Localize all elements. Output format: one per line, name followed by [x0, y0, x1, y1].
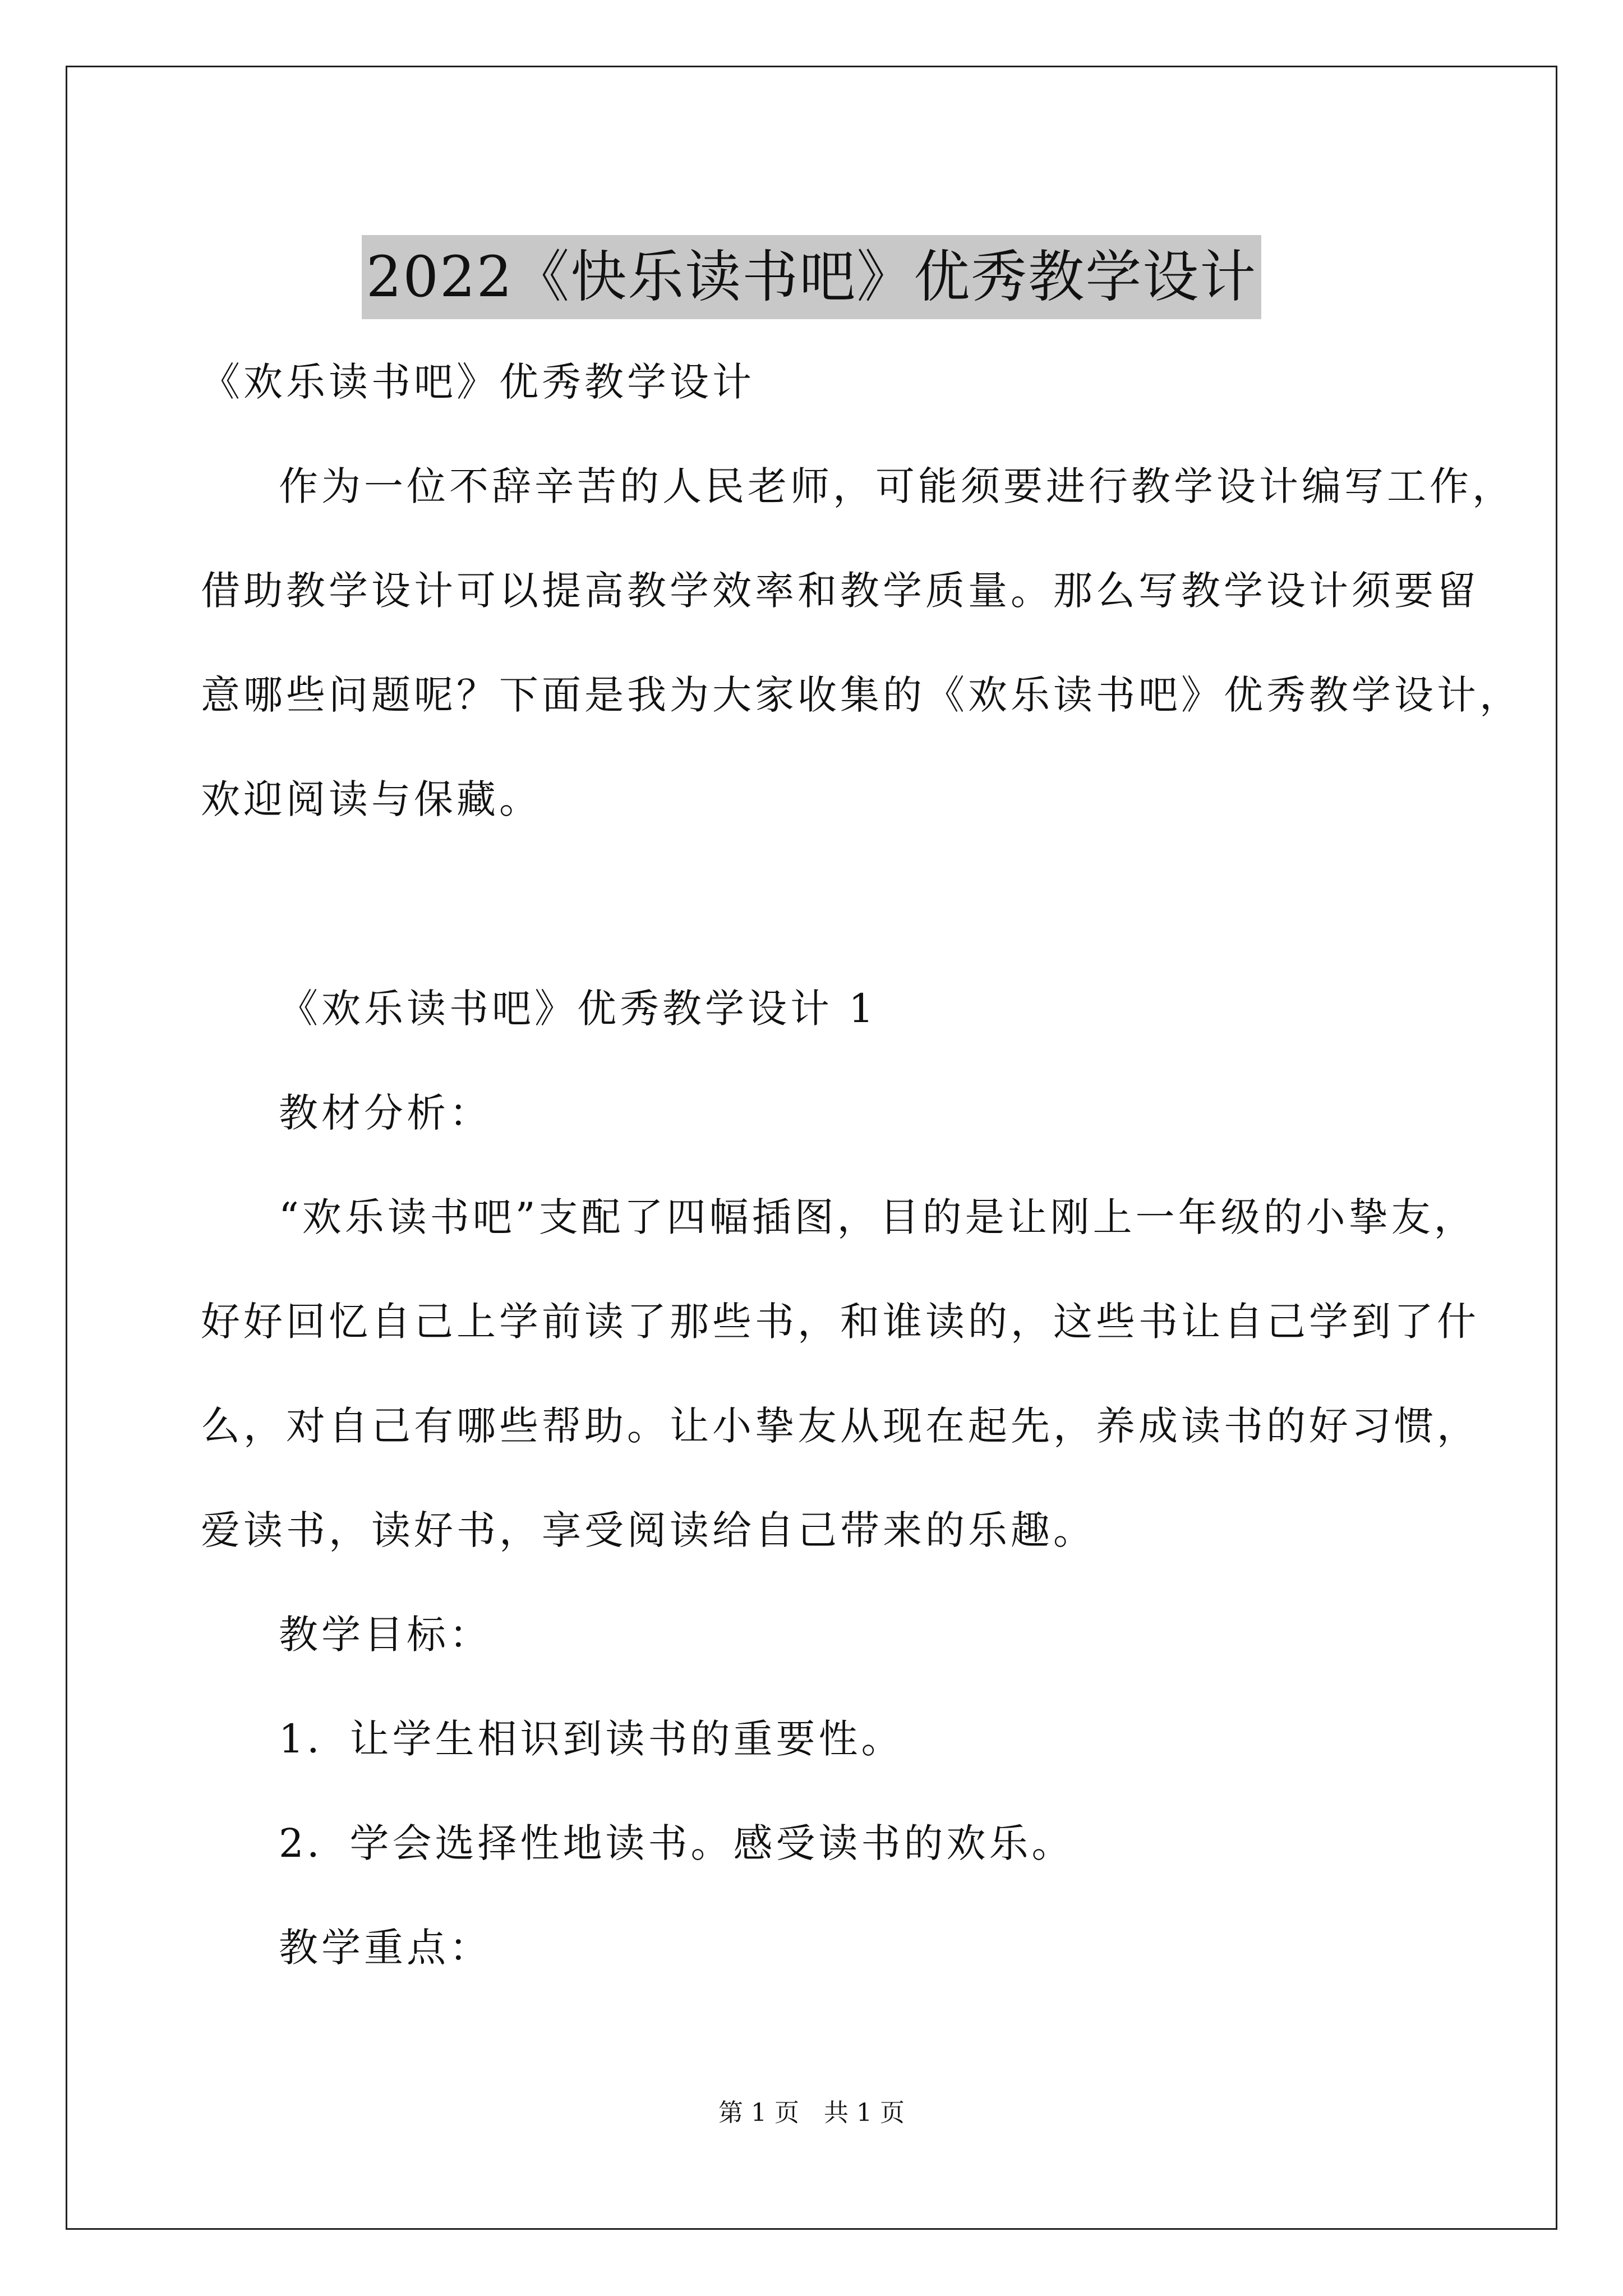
page-total: 共 1 页 — [824, 2099, 905, 2127]
document-title: 2022《快乐读书吧》优秀教学设计 — [362, 235, 1262, 319]
section-subheading: 教学目标： — [279, 1612, 492, 1658]
paragraph-line: “欢乐读书吧”支配了四幅插图，目的是让刚上一年级的小挚友， — [279, 1194, 1477, 1240]
paragraph-line: 爱读书，读好书，享受阅读给自己带来的乐趣。 — [201, 1507, 1096, 1553]
paragraph-line: 么，对自己有哪些帮助。让小挚友从现在起先，养成读书的好习惯， — [201, 1403, 1479, 1449]
paragraph-line: 欢迎阅读与保藏。 — [201, 776, 542, 822]
list-item: 2．学会选择性地读书。感受读书的欢乐。 — [279, 1820, 1075, 1866]
section-heading: 《欢乐读书吧》优秀教学设计 1 — [279, 986, 877, 1032]
page-footer — [0, 2096, 1623, 2130]
section-subheading: 教学重点： — [279, 1925, 492, 1971]
paragraph-line: 好好回忆自己上学前读了那些书，和谁读的，这些书让自己学到了什 — [201, 1299, 1479, 1345]
page-number: 第 1 页 — [718, 2099, 799, 2127]
section-subheading: 教材分析： — [279, 1090, 492, 1136]
list-item: 1．让学生相识到读书的重要性。 — [279, 1716, 904, 1762]
paragraph-line: 意哪些问题呢？下面是我为大家收集的《欢乐读书吧》优秀教学设计， — [201, 672, 1522, 718]
subtitle-line: 《欢乐读书吧》优秀教学设计 — [201, 359, 755, 405]
paragraph-line: 借助教学设计可以提高教学效率和教学质量。那么写教学设计须要留 — [201, 568, 1479, 614]
paragraph-line: 作为一位不辞辛苦的人民老师，可能须要进行教学设计编写工作， — [279, 463, 1515, 509]
title-container — [0, 197, 1623, 357]
